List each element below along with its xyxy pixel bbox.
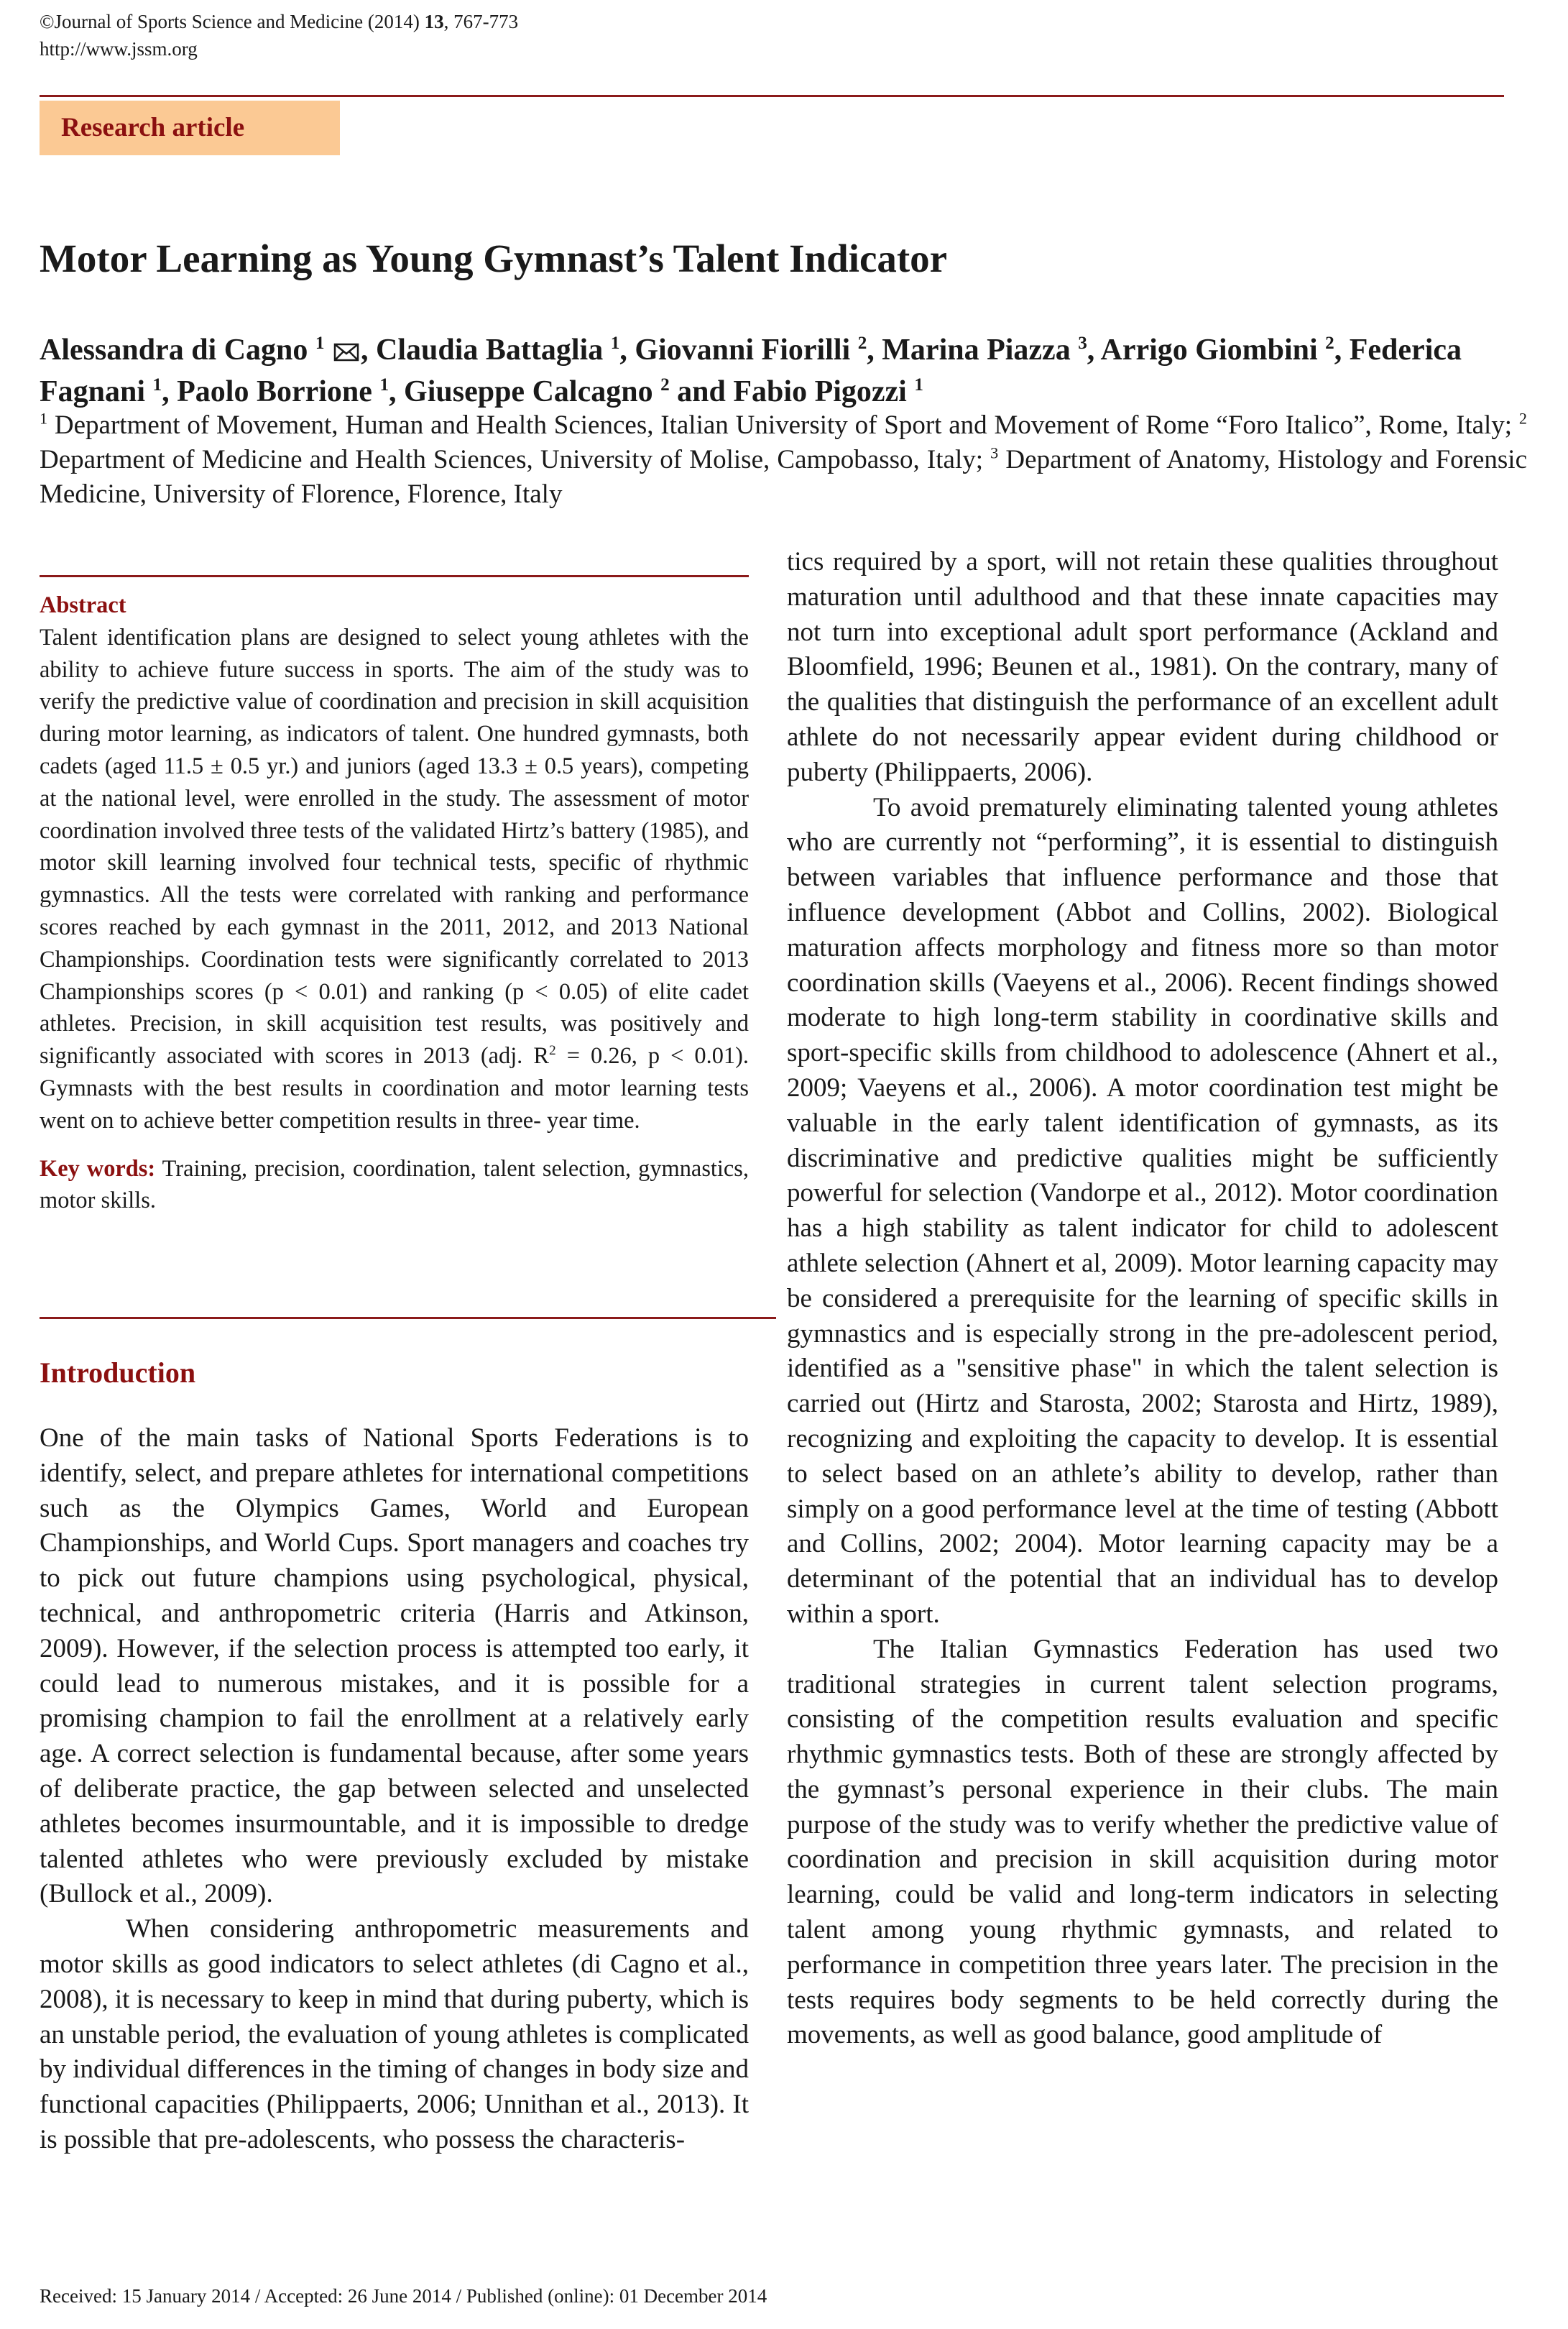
section-heading-introduction: Introduction [40, 1356, 196, 1389]
author-name: Fabio Pigozzi [733, 375, 915, 408]
publication-dates: Received: 15 January 2014 / Accepted: 26 June 2014 / Published (online): 01 December 2014 [40, 2285, 767, 2307]
keywords [40, 1153, 749, 1218]
author-name: Federica Fagnani [40, 334, 1462, 408]
email-icon[interactable] [333, 334, 359, 372]
author-list: Alessandra di Cagno $^1$ , Claudia Battaglia $^1$, Giovanni Fiorilli $^2$, Marina Piazza $^3$, Arrigo Giombini $^2$, Federica Fagnani $^1$, Paolo Borrione $^1$, Giuseppe Calcagno $^2$ and Fabio Pigozzi $^1$ [40, 334, 1462, 408]
keywords-label: Key words: [40, 1155, 156, 1182]
paragraph: tics required by a sport, will not retain these qualities throughout maturation until adulthood and that these innate capacities may not turn into exceptional adult sport performance (Ackland and Bloomfield, 1996; Beunen et al., 1981). On the contrary, many of the qualities that distinguish the performance of an excellent adult athlete do not necessarily appear evident during childhood or puberty (Philippaerts, 2006). [787, 547, 1498, 787]
affiliation-marker: 3 [990, 444, 999, 462]
author-name: Paolo Borrione [177, 375, 380, 408]
header-rule [40, 95, 1504, 97]
abstract-heading: Abstract [40, 592, 126, 618]
author-name: Claudia Battaglia [376, 334, 611, 367]
paragraph: When considering anthropometric measurements and motor skills as good indicators to select athletes (di Cagno et al., 2008), it is necessary to keep in mind that during puberty, which is an unstable period, the evaluation of young athletes is complicated by individual differences in the timing of changes in body size and functional capacities (Philippaerts, 2006; Unnithan et al., 2013). It is possible that pre-adolescents, who possess the characteris- [40, 1914, 749, 2154]
author-name: Arrigo Giombini [1100, 334, 1326, 367]
affiliation-text: Department of Anatomy, Histology and Forensic Medicine, University of Florence, Florence, Italy [40, 445, 1527, 509]
affiliation-marker: 2 [1518, 409, 1527, 428]
author-affiliation-marker: 1 [315, 334, 325, 353]
journal-url[interactable]: http://www.jssm.org [40, 38, 198, 60]
author-name: Alessandra di Cagno [40, 334, 315, 367]
article-title: Motor Learning as Young Gymnast’s Talent Indicator [40, 236, 948, 280]
paragraph: To avoid prematurely eliminating talented young athletes who are currently not “performing”, it is essential to distinguish between variables that influence performance and those that influence development (Abbot and Collins, 2002). Biological maturation affects morphology and fitness more so than motor coordination skills (Vaeyens et al., 2006). Recent findings showed moderate to high long-term stability in coordinative skills and sport-specific skills from childhood to adolescence (Ahnert et al., 2009; Vaeyens et al., 2006). A motor coordination test might be valuable in the early talent identification of gymnasts, as its discriminative and predictive qualities might be sufficiently powerful for selection (Vandorpe et al., 2012). Motor coordination has a high stability as talent indicator for child to adolescent athlete selection (Ahnert et al, 2009). Motor learning capacity may be considered a prerequisite for the learning of specific skills in gymnastics and is especially strong in the pre-adolescent period, identified as a "sensitive phase" in which the talent selection is carried out (Hirtz and Starosta, 2002; Starosta and Hirtz, 1989), recognizing and exploiting the capacity to develop. It is essential to select based on an athlete’s ability to develop, rather than simply on a good performance level at the time of testing (Abbott and Collins, 2002; 2004). Motor learning capacity may be a determinant of the potential that an individual has to develop within a sport. [787, 792, 1498, 1629]
author-name: Giuseppe Calcagno [404, 375, 661, 408]
affiliation-text: Department of Movement, Human and Health Sciences, Italian University of Sport and Movement of Rome “Foro Italico”, Rome, Italy; [47, 410, 1519, 440]
affiliations [40, 408, 1527, 512]
article-type-badge: Research article [40, 101, 340, 155]
journal-citation [40, 10, 518, 33]
abstract-top-rule [40, 575, 749, 577]
author-name: Marina Piazza [882, 334, 1079, 367]
abstract-bottom-rule [40, 1317, 776, 1319]
paragraph: One of the main tasks of National Sports Federations is to identify, select, and prepare athletes for international competitions such as the Olympics Games, World and European Championships, and World Cups. Sport managers and coaches try to pick out future champions using psychological, physical, technical, and anthropometric criteria (Harris and Atkinson, 2009). However, if the selection process is attempted too early, it could lead to numerous mistakes, and it is possible for a promising champion to fail the enrollment at a relatively early age. A correct selection is fundamental because, after some years of deliberate practice, the gap between selected and unselected athletes becomes insurmountable, and it is impossible to dredge talented athletes who were previously excluded by mistake (Bullock et al., 2009). [40, 1423, 749, 1909]
affiliation-text: Department of Medicine and Health Sciences, University of Molise, Campobasso, Italy; [40, 445, 991, 474]
keywords-text: Training, precision, coordination, talent selection, gymnastics, motor skills. [40, 1155, 749, 1214]
page-range: , 767-773 [443, 11, 519, 32]
affiliation-marker: 1 [40, 409, 48, 428]
citation-prefix: ©Journal of Sports Science and Medicine (2014) [40, 11, 425, 32]
volume-number: 13 [424, 11, 444, 32]
author-name: Giovanni Fiorilli [635, 334, 858, 367]
left-column [40, 1355, 749, 2158]
abstract [40, 589, 749, 1217]
paragraph: The Italian Gymnastics Federation has used two traditional strategies in current talent selection programs, consisting of the competition results evaluation and specific rhythmic gymnastics tests. Both of these are strongly affected by the gymnast’s personal experience in their clubs. The main purpose of the study was to verify whether the predictive value of coordination and precision in skill acquisition during motor learning, could be valid and long-term indicators in selecting talent among young rhythmic gymnasts, and related to performance in competition three years later. The precision in the tests requires body segments to be held correctly during the movements, as well as good balance, good amplitude of [787, 1634, 1498, 2050]
right-column [787, 545, 1498, 2053]
abstract-text: Talent identification plans are designed to select young athletes with the ability to achieve future success in sports. The aim of the study was to verify the predictive value of coordination and precision in skill acquisition during motor learning, as indicators of talent. One hundred gymnasts, both cadets (aged 11.5 ± 0.5 yr.) and juniors (aged 13.3 ± 0.5 years), competing at the national level, were enrolled in the study. The assessment of motor coordination involved three tests of the validated Hirtz’s battery (1985), and motor skill learning involved four technical tests, specific of rhythmic gymnastics. All the tests were correlated with ranking and performance scores reached by each gymnast in the 2011, 2012, and 2013 National Championships. Coordination tests were significantly correlated to 2013 Championships scores (p < 0.01) and ranking (p < 0.05) of elite cadet athletes. Precision, in skill acquisition test results, was positively and significantly associated with scores in 2013 (adj. $R^2 = 0.26$, p < 0.01). Gymnasts with the best results in coordination and motor learning tests went on to achieve better competition results in three- year time. [40, 624, 749, 1134]
